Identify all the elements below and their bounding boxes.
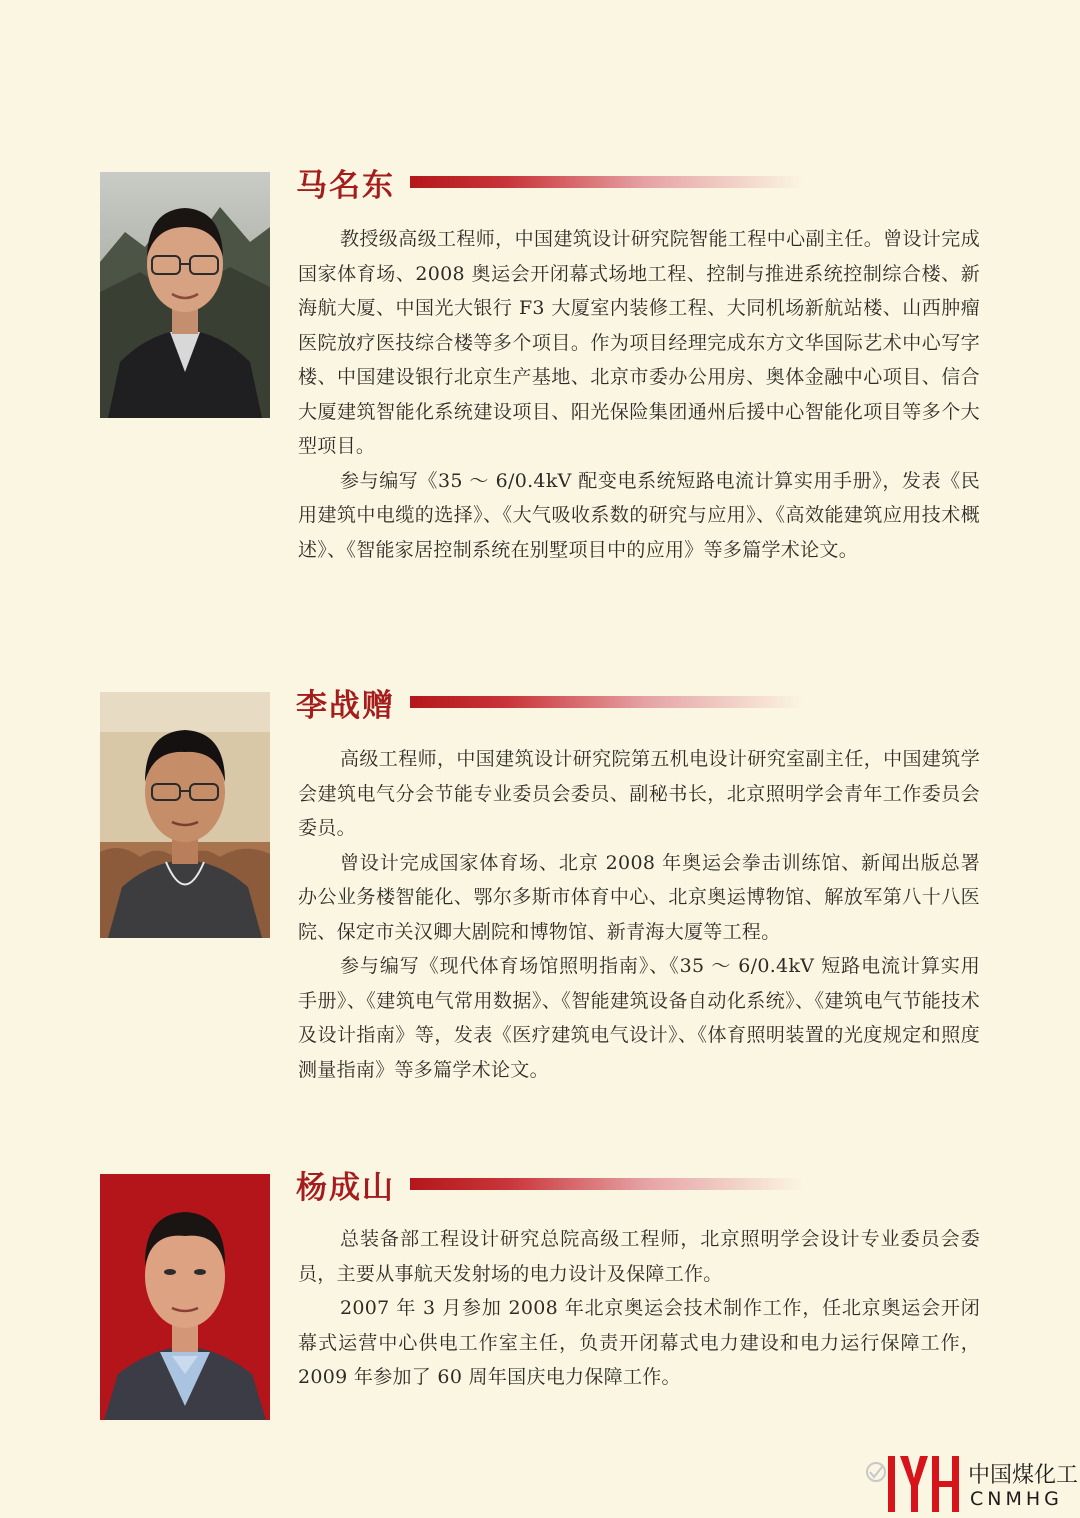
bio-paragraph: 教授级高级工程师，中国建筑设计研究院智能工程中心副主任。曾设计完成国家体育场、2008 奥运会开闭幕式场地工程、控制与推进系统控制综合楼、新海航大厦、中国光大银行 F3 大厦室内装修工程、大同机场新航站楼、山西肿瘤医院放疗医技综合楼等多个项目。作为项目经理完成东方文华国际艺术中心写字楼、中国建设银行北京生产基地、北京市委办公用房、奥体金融中心项目、信合大厦建筑智能化系统建设项目、阳光保险集团通州后援中心智能化项目等多个大型项目。 <box>298 228 980 457</box>
portrait-photo <box>100 692 270 938</box>
portrait-3-image <box>100 1174 270 1420</box>
logo-chinese-text: 中国煤化工 <box>968 1463 1079 1488</box>
portrait-1-image <box>100 172 270 418</box>
portrait-2-image <box>100 692 270 938</box>
bio-paragraph: 总装备部工程设计研究总院高级工程师，北京照明学会设计专业委员会委员，主要从事航天发射场的电力设计及保障工作。 <box>298 1228 980 1285</box>
cnmhg-logo-icon <box>864 1450 964 1518</box>
portrait-photo <box>100 172 270 418</box>
bio-paragraph: 参与编写《35 ～ 6/0.4kV 配变电系统短路电流计算实用手册》，发表《民用建筑中电缆的选择》、《大气吸收系数的研究与应用》、《高效能建筑应用技术概述》、《智能家居控制系统在别墅项目中的应用》等多篇学术论文。 <box>298 469 980 561</box>
bio-paragraph: 参与编写《现代体育场馆照明指南》、《35 ～ 6/0.4kV 短路电流计算实用手册》、《建筑电气常用数据》、《智能建筑设备自动化系统》、《建筑电气节能技术及设计指南》等，发表《医疗建筑电气设计》、《体育照明装置的光度规定和照度测量指南》等多篇学术论文。 <box>298 955 980 1081</box>
portrait-photo <box>100 1174 270 1420</box>
bio-paragraph: 2007 年 3 月参加 2008 年北京奥运会技术制作工作，任北京奥运会开闭幕式运营中心供电工作室主任，负责开闭幕式电力建设和电力运行保障工作，2009 年参加了 60 周年国庆电力保障工作。 <box>298 1297 980 1388</box>
name-underline-bar <box>410 696 805 708</box>
name-underline-bar <box>410 176 805 188</box>
person-name: 杨成山 <box>296 1170 395 1206</box>
bio-paragraph: 曾设计完成国家体育场、北京 2008 年奥运会拳击训练馆、新闻出版总署办公业务楼智能化、鄂尔多斯市体育中心、北京奥运博物馆、解放军第八十八医院、保定市关汉卿大剧院和博物馆、新青海大厦等工程。 <box>298 851 980 943</box>
logo-english-text: CNMHG <box>970 1488 1063 1510</box>
bio-paragraph: 高级工程师，中国建筑设计研究院第五机电设计研究室副主任，中国建筑学会建筑电气分会节能专业委员会委员、副秘书长，北京照明学会青年工作委员会委员。 <box>298 748 980 839</box>
biography <box>298 1222 980 1395</box>
biography <box>298 222 980 567</box>
person-name: 马名东 <box>296 168 395 204</box>
name-underline-bar <box>410 1178 805 1190</box>
biography <box>298 742 980 1087</box>
person-name: 李战赠 <box>296 688 395 724</box>
